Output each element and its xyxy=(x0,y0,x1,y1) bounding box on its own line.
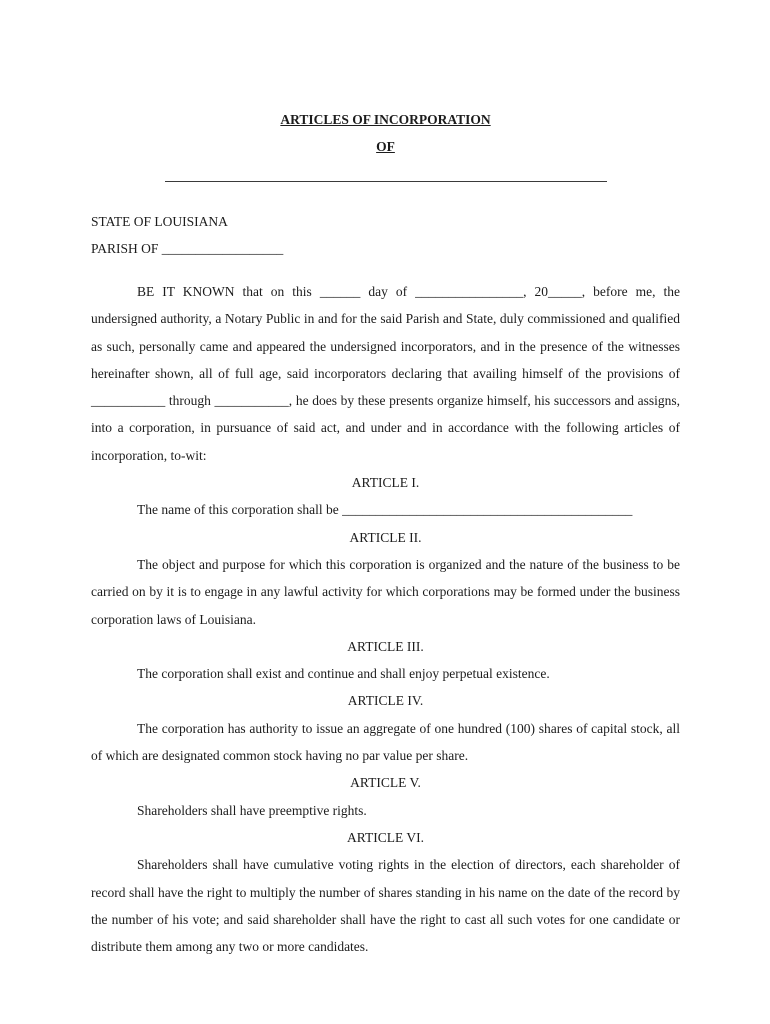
article-5-body: Shareholders shall have preemptive rights. xyxy=(137,802,367,818)
article-6-body: Shareholders shall have cumulative voting rights in the election of directors, each shareholder of record shall have the right to multiply the number of shares standing in his name on the date of the record by the number of his vote; and said shareholder shall have the right to cast all such votes for one candidate or distribute them among any two or more candidates. xyxy=(91,857,680,955)
article-2-heading: ARTICLE II. xyxy=(349,529,422,545)
parish-caption: PARISH OF __________________ xyxy=(91,241,284,256)
document-title: ARTICLES OF INCORPORATION xyxy=(280,112,491,127)
preamble-paragraph: BE IT KNOWN that on this ______ day of ________________, 20_____, before me, the undersigned authority, a Notary Public in and for the said Parish and State, duly commissioned and qualified as such, personally came and appeared the undersigned incorporators, and in the presence of the witnesses hereinafter shown, all of full age, said incorporators declaring that availing himself of the provisions of ___________ through ___________, he does by these presents organize himself, his successors and assigns, into a corporation, in pursuance of said act, and under and in accordance with the following articles of incorporation, to-wit: xyxy=(91,284,680,463)
article-2-body: The object and purpose for which this corporation is organized and the nature of the business to be carried on by it is to engage in any lawful activity for which corporations may be formed under the business corporation laws of Louisiana. xyxy=(91,556,680,627)
article-6-heading: ARTICLE VI. xyxy=(347,829,424,845)
corporation-name-blank-line xyxy=(165,176,607,182)
state-caption: STATE OF LOUISIANA xyxy=(91,214,228,229)
article-3-heading: ARTICLE III. xyxy=(347,638,424,654)
article-1-heading: ARTICLE I. xyxy=(351,475,420,491)
document-title-of: OF xyxy=(376,139,395,154)
article-3-body: The corporation shall exist and continue and shall enjoy perpetual existence. xyxy=(137,666,550,682)
article-1-body: The name of this corporation shall be ___________________________________________ xyxy=(137,502,633,518)
article-5-heading: ARTICLE V. xyxy=(350,775,421,791)
article-4-heading: ARTICLE IV. xyxy=(347,693,424,709)
article-4-body: The corporation has authority to issue an aggregate of one hundred (100) shares of capital stock, all of which are designated common stock having no par value per share. xyxy=(91,720,680,764)
